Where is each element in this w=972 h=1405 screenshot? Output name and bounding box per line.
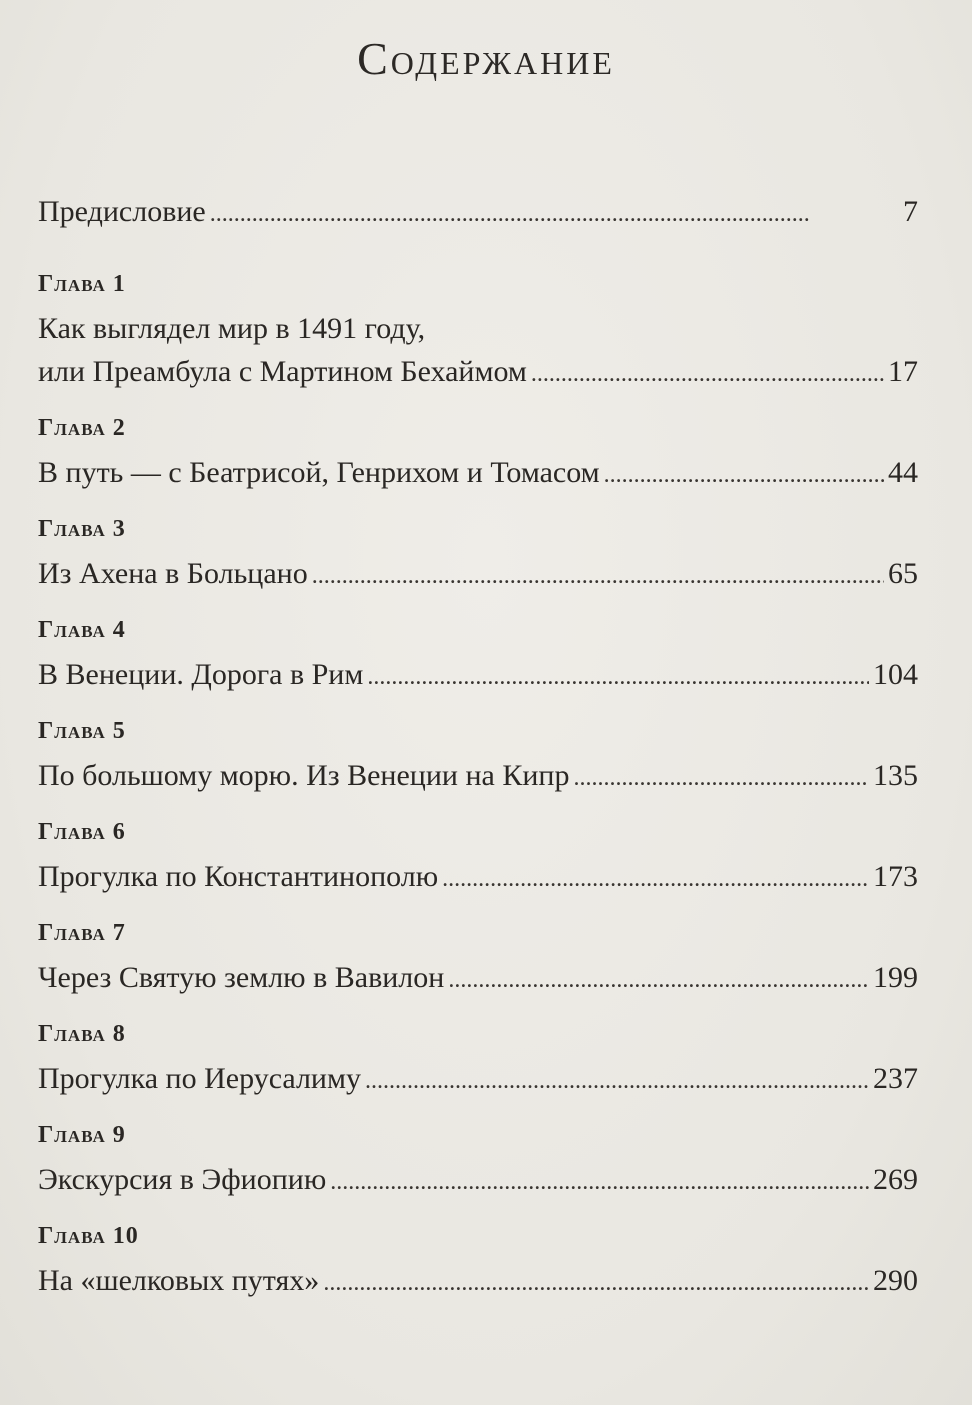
entry-title: В путь — с Беатрисой, Генрихом и Томасом [38, 456, 600, 489]
chapter-label: Глава 5 [38, 718, 126, 744]
dot-leader [448, 956, 869, 1002]
page-number: 44 [888, 456, 918, 489]
toc-line [38, 451, 918, 494]
toc-line [38, 1158, 918, 1201]
chapter-label: Глава 9 [38, 1122, 126, 1148]
entry-title: Предисловие [38, 195, 206, 228]
toc-line [38, 552, 918, 595]
page-number: 290 [873, 1264, 918, 1297]
page-number: 17 [888, 355, 918, 388]
toc-line [38, 350, 918, 393]
toc-line [38, 754, 918, 797]
page-number: 199 [873, 961, 918, 994]
dot-leader [323, 1259, 869, 1305]
chapter-label: Глава 7 [38, 920, 126, 946]
entry-title: В Венеции. Дорога в Рим [38, 658, 364, 691]
entry-title: Прогулка по Константинополю [38, 860, 439, 893]
page-number: 7 [903, 195, 918, 228]
entry-title: или Преамбула с Мартином Бехаймом [38, 355, 527, 388]
page-number: 65 [888, 557, 918, 590]
dot-leader [604, 451, 884, 497]
entry-title: Экскурсия в Эфиопию [38, 1163, 327, 1196]
page-number: 269 [873, 1163, 918, 1196]
dot-leader [330, 1158, 869, 1204]
toc-entry-chapter [38, 1221, 918, 1302]
entry-title: Из Ахена в Больцано [38, 557, 308, 590]
toc-line [38, 1259, 918, 1302]
toc-entry-chapter [38, 1019, 918, 1100]
toc-entry-chapter [38, 514, 918, 595]
toc-entry-preface [38, 190, 918, 233]
toc-entry-chapter [38, 716, 918, 797]
dot-leader [442, 855, 869, 901]
dot-leader [210, 190, 899, 236]
page-title: Содержание [357, 33, 615, 84]
toc-entry-chapter [38, 918, 918, 999]
chapter-label: Глава 3 [38, 516, 126, 542]
page-number: 104 [873, 658, 918, 691]
dot-leader [573, 754, 869, 800]
chapter-label: Глава 4 [38, 617, 126, 643]
chapter-label: Глава 1 [38, 271, 126, 297]
chapter-label: Глава 10 [38, 1223, 139, 1249]
chapter-label: Глава 2 [38, 415, 126, 441]
page-number: 173 [873, 860, 918, 893]
chapter-label: Глава 6 [38, 819, 126, 845]
entry-title: По большому морю. Из Венеции на Кипр [38, 759, 570, 792]
toc-line [38, 190, 918, 233]
entry-title: На «шелковых путях» [38, 1264, 320, 1297]
toc-entry-chapter [38, 1120, 918, 1201]
entry-title: Через Святую землю в Вавилон [38, 961, 445, 994]
chapter-title-line: Как выглядел мир в 1491 году, [38, 312, 426, 345]
dot-leader [365, 1057, 869, 1103]
page-number: 237 [873, 1062, 918, 1095]
chapter-label: Глава 8 [38, 1021, 126, 1047]
toc-entry-chapter [38, 413, 918, 494]
toc-entry-chapter [38, 269, 918, 393]
dot-leader [531, 350, 884, 396]
toc-entry-chapter [38, 817, 918, 898]
dot-leader [312, 552, 884, 598]
toc-entry-chapter [38, 615, 918, 696]
dot-leader [367, 653, 869, 699]
toc-line [38, 1057, 918, 1100]
page-number: 135 [873, 759, 918, 792]
toc-line [38, 956, 918, 999]
toc-line [38, 653, 918, 696]
toc-line [38, 855, 918, 898]
chapter-list [38, 269, 918, 1302]
table-of-contents [38, 190, 918, 1322]
entry-title: Прогулка по Иерусалиму [38, 1062, 361, 1095]
